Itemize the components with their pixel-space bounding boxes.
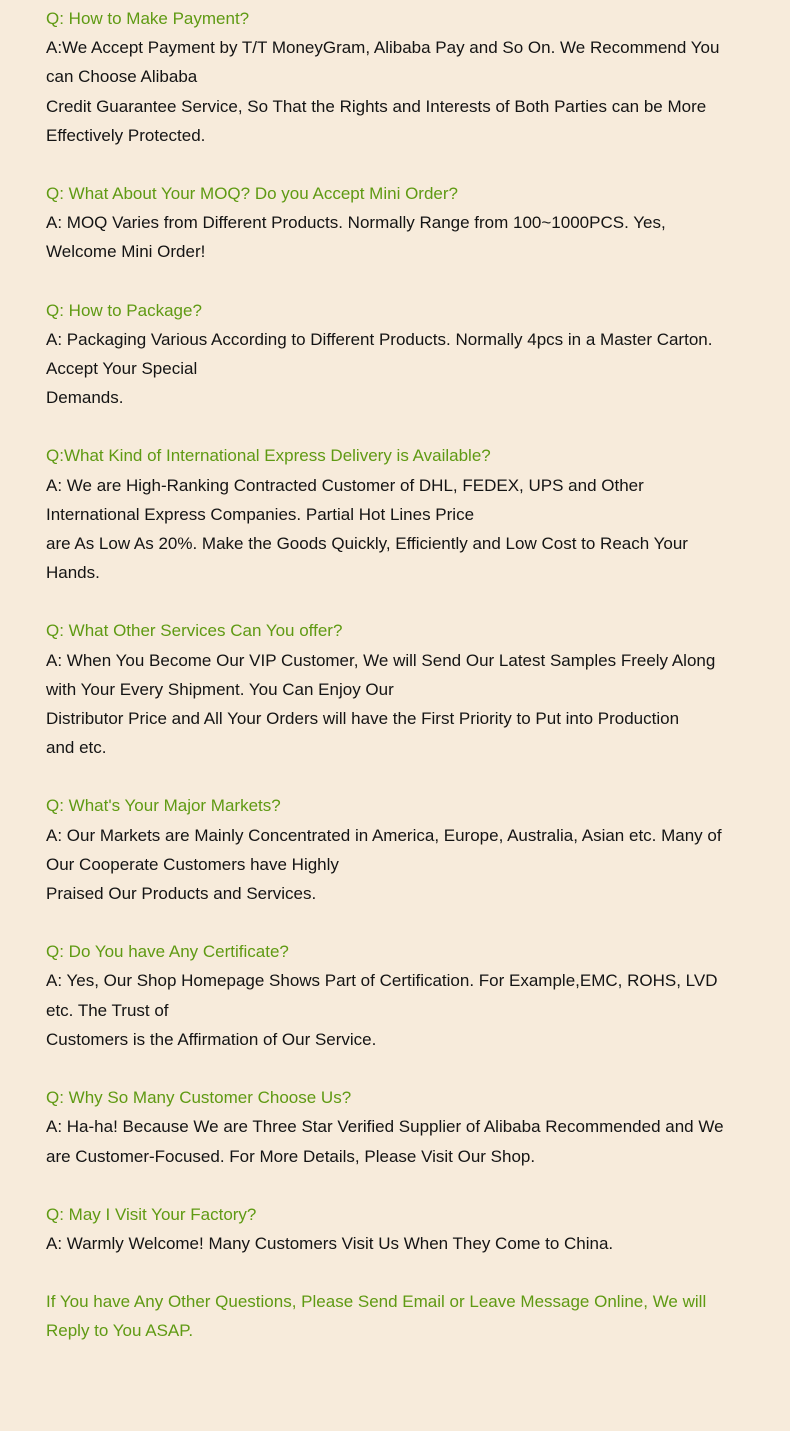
faq-answer-line: A: Our Markets are Mainly Concentrated in America, Europe, Australia, Asian etc. Many of xyxy=(46,825,722,845)
faq-item-moq xyxy=(46,179,754,267)
faq-question: Q: How to Make Payment? xyxy=(46,9,250,28)
faq-answer-line: A:We Accept Payment by T/T MoneyGram, Alibaba Pay and So On. We Recommend You xyxy=(46,38,720,58)
faq-question: Q: May I Visit Your Factory? xyxy=(46,1204,257,1224)
faq-answer-line: Effectively Protected. xyxy=(46,125,206,145)
faq-answer-line: Demands. xyxy=(46,388,124,408)
faq-question: Q: How to Package? xyxy=(46,300,202,320)
faq-answer-line: Welcome Mini Order! xyxy=(46,242,206,262)
faq-question: Q: Why So Many Customer Choose Us? xyxy=(46,1088,352,1108)
faq-question: Q:What Kind of International Express Delivery is Available? xyxy=(46,446,491,466)
faq-answer-line: Our Cooperate Customers have Highly xyxy=(46,854,339,874)
closing-line: If You have Any Other Questions, Please Send Email or Leave Message Online, We will xyxy=(46,1292,707,1312)
faq-question: Q: What About Your MOQ? Do you Accept Mini Order? xyxy=(46,184,458,204)
faq-answer-line: A: Warmly Welcome! Many Customers Visit Us When They Come to China. xyxy=(46,1233,614,1253)
faq-item-why-us xyxy=(46,1083,754,1171)
faq-item-services xyxy=(46,616,754,762)
faq-answer-line: are Customer-Focused. For More Details, Please Visit Our Shop. xyxy=(46,1146,536,1166)
faq-question: Q: What Other Services Can You offer? xyxy=(46,621,343,641)
faq-answer-line: and etc. xyxy=(46,738,107,758)
faq-answer-line: etc. The Trust of xyxy=(46,1000,169,1020)
faq-answer-line: A: MOQ Varies from Different Products. Normally Range from 100~1000PCS. Yes, xyxy=(46,213,666,233)
faq-answer-line: Praised Our Products and Services. xyxy=(46,884,317,904)
faq-answer-line: International Express Companies. Partial Hot Lines Price xyxy=(46,504,475,524)
faq-answer-line: A: When You Become Our VIP Customer, We will Send Our Latest Samples Freely Along xyxy=(46,650,716,670)
faq-item-delivery xyxy=(46,441,754,587)
faq-question: Q: Do You have Any Certificate? xyxy=(46,942,289,962)
faq-answer-line: Hands. xyxy=(46,563,100,583)
faq-answer-line: can Choose Alibaba xyxy=(46,67,198,87)
faq-answer-line: A: Packaging Various According to Different Products. Normally 4pcs in a Master Carton. xyxy=(46,329,713,349)
faq-answer-line: Customers is the Affirmation of Our Service. xyxy=(46,1029,377,1049)
faq-item-markets xyxy=(46,791,754,908)
faq-answer-line: with Your Every Shipment. You Can Enjoy Our xyxy=(46,679,394,699)
faq-item-package xyxy=(46,296,754,413)
faq-answer-line: Credit Guarantee Service, So That the Rights and Interests of Both Parties can be More xyxy=(46,96,707,116)
faq-answer-line: A: We are High-Ranking Contracted Customer of DHL, FEDEX, UPS and Other xyxy=(46,475,644,495)
faq-item-visit-factory xyxy=(46,1200,754,1258)
faq-answer-line: A: Ha-ha! Because We are Three Star Verified Supplier of Alibaba Recommended and We xyxy=(46,1117,724,1137)
faq-item-payment xyxy=(46,4,754,150)
closing-note xyxy=(46,1287,754,1345)
faq-item-certificate xyxy=(46,937,754,1054)
faq-answer-line: Accept Your Special xyxy=(46,359,198,379)
faq-answer-line: Distributor Price and All Your Orders will have the First Priority to Put into Production xyxy=(46,709,680,729)
faq-answer-line: are As Low As 20%. Make the Goods Quickly, Efficiently and Low Cost to Reach Your xyxy=(46,534,688,554)
faq-answer-line: A: Yes, Our Shop Homepage Shows Part of Certification. For Example,EMC, ROHS, LVD xyxy=(46,971,718,991)
closing-line: Reply to You ASAP. xyxy=(46,1321,194,1341)
faq-question: Q: What's Your Major Markets? xyxy=(46,796,281,816)
